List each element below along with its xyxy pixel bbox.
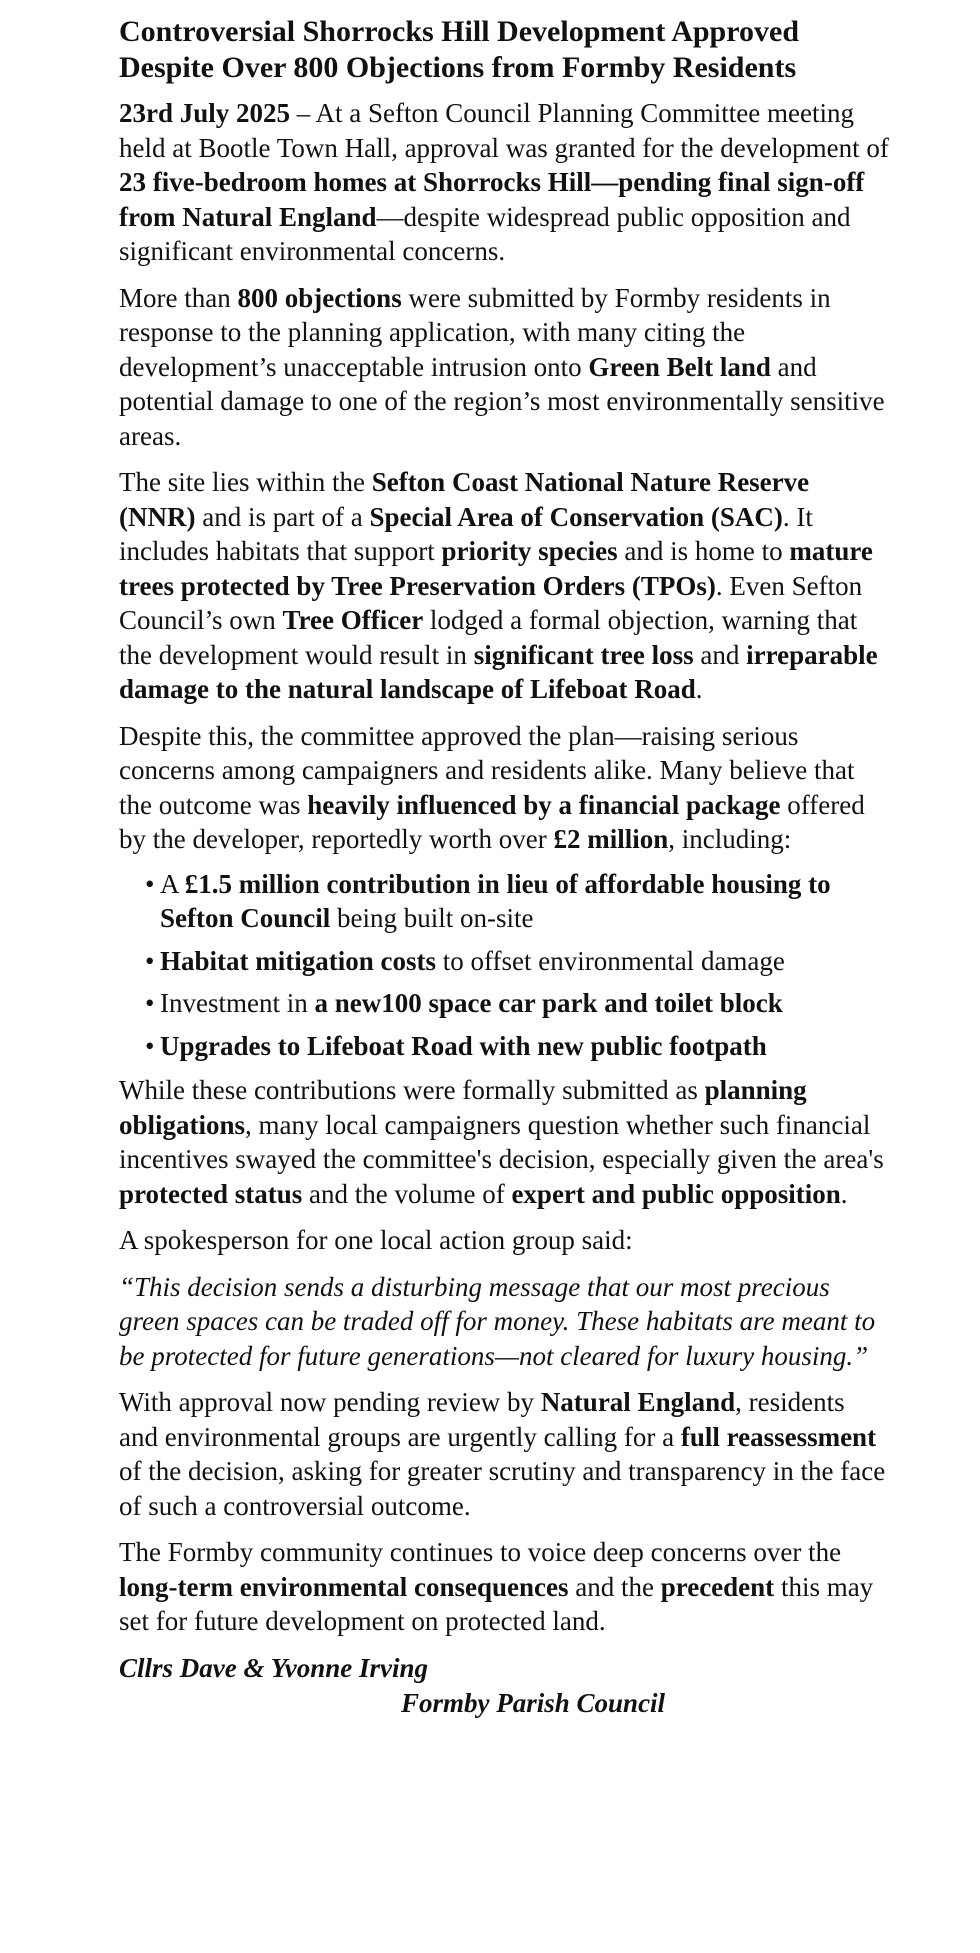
bold-text: significant tree loss (473, 639, 694, 670)
bold-text: £2 million (553, 824, 669, 854)
bold-text: £1.5 million contribution in lieu of affordable housing to Sefton Council (160, 868, 831, 933)
signature-organisation: Formby Parish Council (401, 1687, 666, 1718)
bold-text: a new100 space car park and toilet block (314, 988, 783, 1018)
bold-text: Sefton Coast National Nature Reserve (NNR) (119, 467, 810, 532)
bold-text: 23 five-bedroom homes at Shorrocks Hill—pending final sign-off from Natural England (119, 167, 865, 232)
bold-text: 800 objections (237, 282, 402, 313)
list-item-text: Investment in a new100 space car park and toilet block (160, 988, 783, 1018)
bold-text: irreparable damage to the natural landscape of Lifeboat Road (119, 639, 878, 704)
bold-text: long-term environmental consequences (119, 1571, 569, 1602)
list-item (145, 986, 890, 1021)
headline: Controversial Shorrocks Hill Development Approved Despite Over 800 Objections from Formby Residents (119, 15, 800, 84)
bold-text: mature trees protected by Tree Preservation Orders (TPOs) (119, 536, 873, 601)
bold-text: Natural England (540, 1387, 736, 1417)
article-body (119, 96, 890, 1721)
bold-text: planning obligations (119, 1075, 807, 1140)
bold-text: priority species (441, 536, 618, 566)
paragraph-objections: More than 800 objections were submitted by Formby residents in response to the planning application, with many citing the development’s unacceptable intrusion onto Green Belt land and potential damage to one of the region’s most environmentally sensitive areas. (119, 282, 885, 451)
paragraph-site: The site lies within the Sefton Coast National Nature Reserve (NNR) and is part of a Special Area of Conservation (SAC). It includes habitats that support priority species and is home to mature trees protected by Tree Preservation Orders (TPOs). Even Sefton Council’s own Tree Officer lodged a formal objection, warning that the development would result in significant tree loss and irreparable damage to the natural landscape of Lifeboat Road. (119, 467, 878, 704)
list-item-text: A £1.5 million contribution in lieu of affordable housing to Sefton Council being built on-site (160, 868, 831, 933)
bold-text: precedent (660, 1571, 775, 1602)
bold-text: 23rd July 2025 (119, 98, 291, 128)
paragraph-approval: 23rd July 2025 – At a Sefton Council Planning Committee meeting held at Bootle Town Hall, approval was granted for the development of 23 five-bedroom homes at Shorrocks Hill—pending final sign-off from Natural England—despite widespread public opposition and significant environmental concerns. (119, 98, 889, 266)
quote-intro: A spokesperson for one local action group said: (119, 1225, 633, 1255)
signature-names: Cllrs Dave & Yvonne Irving (119, 1652, 429, 1683)
bold-text: Habitat mitigation costs (160, 945, 436, 976)
list-item (145, 867, 890, 936)
paragraph-concerns: The Formby community continues to voice deep concerns over the long-term environmental consequences and the precedent this may set for future development on protected land. (119, 1537, 874, 1636)
bullet-glyph: • (145, 868, 155, 899)
contributions-list (119, 867, 890, 1064)
list-item (145, 1029, 890, 1064)
list-item-text: Habitat mitigation costs to offset environmental damage (160, 945, 785, 976)
list-item (145, 944, 890, 979)
paragraph-planning-obligations: While these contributions were formally submitted as planning obligations, many local campaigners question whether such financial incentives swayed the committee's decision, especially given the area's protected status and the volume of expert and public opposition. (119, 1075, 884, 1209)
paragraph-financial-package: Despite this, the committee approved the plan—raising serious concerns among campaigners and residents alike. Many believe that the outcome was heavily influenced by a financial package offered by the developer, reportedly worth over £2 million, including: (119, 720, 865, 854)
bold-text: expert and public opposition (511, 1178, 841, 1209)
bold-text: Special Area of Conservation (SAC) (369, 501, 783, 532)
bullet-glyph: • (145, 945, 155, 976)
bold-text: Tree Officer (282, 605, 424, 635)
bold-text: Upgrades to Lifeboat Road with new public footpath (160, 1030, 767, 1061)
spokesperson-quote: “This decision sends a disturbing message that our most precious green spaces can be traded off for money. These habitats are meant to be protected for future generations—not cleared for luxury housing.” (119, 1271, 876, 1371)
bold-text: protected status (119, 1178, 303, 1209)
paragraph-reassessment: With approval now pending review by Natural England, residents and environmental groups are urgently calling for a full reassessment of the decision, asking for greater scrutiny and transparency in the face of such a controversial outcome. (119, 1387, 886, 1521)
bold-text: Green Belt land (588, 351, 771, 382)
bullet-glyph: • (145, 1030, 155, 1061)
bold-text: heavily influenced by a financial package (307, 789, 781, 820)
bullet-glyph: • (145, 988, 155, 1018)
list-item-text (160, 1031, 767, 1061)
bold-text: full reassessment (680, 1421, 877, 1452)
